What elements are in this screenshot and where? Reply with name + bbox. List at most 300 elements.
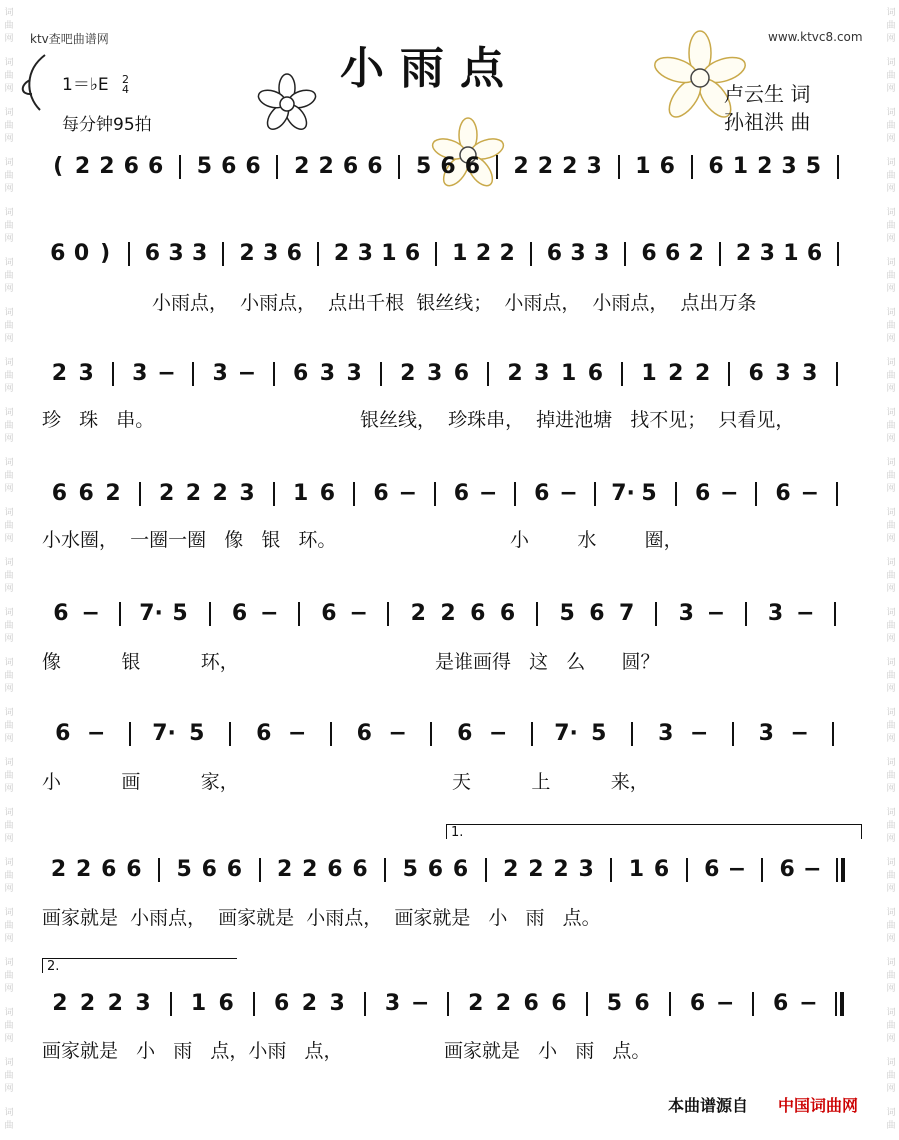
watermark-glyph: 网	[886, 534, 896, 544]
note: 3	[534, 361, 550, 386]
barline	[447, 992, 449, 1016]
note: 6	[453, 481, 470, 506]
barline	[398, 155, 400, 179]
watermark-glyph: 词	[4, 808, 14, 818]
watermark-glyph: 网	[886, 234, 896, 244]
barline	[330, 722, 332, 746]
note: 1	[783, 241, 799, 266]
note: 6	[123, 154, 139, 179]
watermark-glyph: 网	[4, 784, 14, 794]
watermark-glyph: 曲	[4, 971, 14, 981]
watermark-glyph: 曲	[886, 471, 896, 481]
note: 6	[457, 721, 473, 746]
barline	[487, 362, 489, 386]
note: 6	[273, 991, 290, 1016]
watermark-glyph: 曲	[4, 421, 14, 431]
watermark-glyph: 词	[886, 1058, 896, 1068]
source-name: 中国词曲网	[778, 1096, 859, 1115]
note: 6	[470, 601, 486, 626]
note: 3	[192, 241, 208, 266]
note: 5	[559, 601, 575, 626]
barline	[496, 155, 498, 179]
dash-extension: −	[478, 481, 498, 506]
barline	[139, 482, 141, 506]
barline	[610, 858, 612, 882]
note: 6	[404, 241, 421, 266]
note: 6	[292, 361, 309, 386]
barline	[129, 722, 131, 746]
barline	[387, 602, 389, 626]
dash-extension: −	[800, 481, 820, 506]
watermark-glyph: 曲	[886, 1021, 896, 1031]
note: 3	[168, 241, 184, 266]
watermark-glyph: 词	[886, 908, 896, 918]
note: 6	[659, 154, 675, 179]
barline	[719, 242, 721, 266]
watermark-glyph: 曲	[4, 221, 14, 231]
watermark-glyph: 词	[4, 758, 14, 768]
watermark-glyph: 词	[4, 1058, 14, 1068]
note: 3	[594, 241, 610, 266]
watermark-glyph: 曲	[4, 771, 14, 781]
barline	[732, 722, 734, 746]
watermark-glyph: 曲	[4, 471, 14, 481]
note: 6	[201, 857, 217, 882]
lyric-line: 像 银 环，	[42, 651, 239, 673]
watermark-glyph: 词	[4, 358, 14, 368]
barline	[669, 992, 671, 1016]
note: 3	[329, 991, 345, 1016]
note: 5	[402, 857, 418, 882]
watermark-glyph: 网	[4, 284, 14, 294]
barline	[179, 155, 181, 179]
dash-extension: −	[87, 721, 106, 746]
dash-extension: −	[260, 601, 279, 626]
watermark-glyph: 词	[886, 58, 896, 68]
dash-extension: −	[388, 721, 407, 746]
note: 5	[641, 481, 657, 506]
note: 3	[346, 361, 362, 386]
watermark-glyph: 曲	[886, 221, 896, 231]
barline	[298, 602, 300, 626]
end-barline	[836, 858, 838, 882]
note: 6	[218, 991, 234, 1016]
dash-extension: −	[398, 481, 418, 506]
note: 5	[415, 154, 432, 179]
lyric-line: 珍 珠 串。	[42, 409, 155, 431]
watermark-glyph: 词	[4, 58, 14, 68]
decorative-curl-icon	[20, 50, 60, 120]
watermark-glyph: 网	[4, 584, 14, 594]
watermark-glyph: 词	[4, 708, 14, 718]
note: 3	[658, 721, 674, 746]
note: 7·	[554, 721, 578, 746]
note: 2	[495, 991, 512, 1016]
key-signature	[62, 70, 129, 95]
note: 2	[76, 857, 92, 882]
note: 6	[453, 361, 470, 386]
lyric-line: 小 水 圈，	[510, 529, 683, 551]
watermark-glyph: 词	[886, 658, 896, 668]
watermark-glyph: 词	[886, 808, 896, 818]
dash-extension: −	[799, 991, 818, 1016]
note: 6	[704, 857, 720, 882]
site-label-left: ktv查吧曲谱网	[30, 32, 109, 46]
dash-extension: −	[489, 721, 508, 746]
watermark-glyph: 词	[886, 8, 896, 18]
barline	[836, 482, 838, 506]
note: 3	[767, 601, 784, 626]
barline	[686, 858, 688, 882]
watermark-glyph: 词	[886, 858, 896, 868]
watermark-glyph: 词	[886, 258, 896, 268]
watermark-glyph: 曲	[886, 271, 896, 281]
watermark-glyph: 曲	[886, 321, 896, 331]
dash-extension: −	[796, 601, 815, 626]
watermark-glyph: 曲	[4, 71, 14, 81]
watermark-glyph: 网	[4, 634, 14, 644]
watermark-glyph: 词	[886, 208, 896, 218]
barline	[832, 722, 834, 746]
watermark-glyph: 曲	[4, 171, 14, 181]
watermark-glyph: 曲	[4, 571, 14, 581]
watermark-glyph: 词	[886, 358, 896, 368]
note: 6	[51, 481, 68, 506]
watermark-glyph: 网	[4, 1084, 14, 1094]
note: 6	[321, 601, 337, 626]
watermark-glyph: 网	[4, 84, 14, 94]
lyric-line: 小 画 家，	[42, 771, 239, 793]
barline	[761, 858, 763, 882]
watermark-glyph: 词	[886, 708, 896, 718]
watermark-glyph: 网	[886, 884, 896, 894]
watermark-glyph: 词	[4, 908, 14, 918]
composer-credit: 孙祖洪 曲	[724, 110, 811, 134]
barline	[755, 482, 757, 506]
note: 6	[126, 857, 142, 882]
note: 2	[52, 991, 68, 1016]
note: 6	[694, 481, 711, 506]
watermark-glyph: 曲	[4, 121, 14, 131]
note: 2	[507, 361, 523, 386]
watermark-glyph: 曲	[4, 521, 14, 531]
note: 2	[185, 481, 202, 506]
watermark-glyph: 网	[886, 984, 896, 994]
barline	[691, 155, 693, 179]
time-signature-top: 2	[121, 73, 129, 86]
note: 1	[641, 361, 657, 386]
watermark-glyph: 曲	[886, 671, 896, 681]
note: 6	[452, 857, 469, 882]
note: 1	[190, 991, 207, 1016]
right-watermark-strip	[884, 0, 898, 1140]
watermark-glyph: 曲	[886, 121, 896, 131]
dash-extension: −	[288, 721, 307, 746]
note: 2	[158, 481, 175, 506]
note: 2	[499, 241, 515, 266]
watermark-glyph: 词	[4, 508, 14, 518]
note: 6	[352, 857, 368, 882]
barline	[259, 858, 261, 882]
note: 2	[528, 857, 544, 882]
watermark-glyph: 网	[4, 384, 14, 394]
watermark-glyph: 曲	[886, 821, 896, 831]
watermark-glyph: 词	[886, 108, 896, 118]
watermark-glyph: 网	[4, 834, 14, 844]
barline	[594, 482, 596, 506]
note: 6	[534, 481, 550, 506]
watermark-glyph: 网	[886, 434, 896, 444]
note: 2	[294, 154, 310, 179]
note: 6	[773, 991, 789, 1016]
note: 3	[578, 857, 594, 882]
lyricist-credit: 卢云生 词	[724, 82, 811, 106]
note: 6	[327, 857, 343, 882]
note: 5	[196, 154, 213, 179]
watermark-glyph: 词	[886, 1108, 896, 1118]
note: 5	[591, 721, 607, 746]
note: 6	[634, 991, 650, 1016]
note: 3	[135, 991, 151, 1016]
note: 6	[367, 154, 383, 179]
note: 2	[318, 154, 334, 179]
note: 3	[426, 361, 443, 386]
watermark-glyph: 网	[4, 1034, 14, 1044]
volta-bracket: 2.	[42, 958, 237, 973]
watermark-glyph: 曲	[4, 621, 14, 631]
watermark-glyph: 网	[4, 884, 14, 894]
barline	[364, 992, 366, 1016]
lyric-line: 画家就是 小雨点， 画家就是 小雨点， 画家就是 小 雨 点。	[42, 907, 601, 929]
barline	[836, 362, 838, 386]
watermark-glyph: 曲	[4, 271, 14, 281]
watermark-glyph: 词	[886, 458, 896, 468]
lyric-line: 画家就是 小 雨 点。	[444, 1040, 651, 1062]
note: 6	[806, 241, 823, 266]
dash-extension: −	[706, 601, 726, 626]
dash-extension: −	[727, 857, 747, 882]
barline	[229, 722, 231, 746]
note: 3	[678, 601, 694, 626]
note: 3	[775, 361, 791, 386]
barline	[655, 602, 657, 626]
note: 6	[464, 154, 481, 179]
watermark-glyph: 网	[886, 384, 896, 394]
barline	[624, 242, 626, 266]
note: 1	[628, 857, 645, 882]
watermark-glyph: 曲	[886, 21, 896, 31]
watermark-glyph: 曲	[886, 571, 896, 581]
note: 6	[551, 991, 567, 1016]
note: 6	[342, 154, 359, 179]
watermark-glyph: 词	[886, 308, 896, 318]
note: 3	[212, 361, 228, 386]
note: 6	[231, 601, 248, 626]
note: 3	[570, 241, 586, 266]
watermark-glyph: 曲	[886, 1071, 896, 1081]
watermark-glyph: 网	[886, 584, 896, 594]
watermark-glyph: 词	[4, 1108, 14, 1118]
lyric-line: 银丝线， 珍珠串， 掉进池塘 找不见； 只看见，	[360, 409, 795, 431]
watermark-glyph: 网	[4, 684, 14, 694]
watermark-glyph: 网	[4, 484, 14, 494]
watermark-glyph: 网	[886, 734, 896, 744]
note: 2	[277, 857, 293, 882]
barline	[837, 242, 839, 266]
note: 3	[384, 991, 401, 1016]
dash-extension: −	[349, 601, 368, 626]
barline	[618, 155, 620, 179]
watermark-glyph: 网	[4, 134, 14, 144]
dash-extension: −	[720, 481, 739, 506]
tempo-label: 每分钟95拍	[62, 115, 152, 135]
note: 6	[147, 154, 164, 179]
barline	[531, 722, 533, 746]
note: 6	[286, 241, 302, 266]
barline	[317, 242, 319, 266]
watermark-glyph: 曲	[886, 421, 896, 431]
note: 3	[262, 241, 279, 266]
note: 6	[499, 601, 516, 626]
note: 2	[50, 857, 67, 882]
barline	[745, 602, 747, 626]
note: 6	[589, 601, 605, 626]
note: 5	[172, 601, 188, 626]
watermark-glyph: 网	[4, 434, 14, 444]
note: 5	[176, 857, 192, 882]
barline	[834, 602, 836, 626]
watermark-glyph: 网	[886, 1084, 896, 1094]
note: 1	[292, 481, 309, 506]
note: 2	[400, 361, 416, 386]
watermark-glyph: 词	[4, 958, 14, 968]
watermark-glyph: 曲	[886, 621, 896, 631]
barline	[837, 155, 839, 179]
barline	[621, 362, 623, 386]
note: 3	[239, 481, 255, 506]
parenthesis: (	[53, 154, 64, 179]
watermark-glyph: 网	[4, 234, 14, 244]
note: 6	[319, 481, 336, 506]
note: 7·	[152, 721, 176, 746]
watermark-glyph: 词	[886, 508, 896, 518]
watermark-glyph: 曲	[886, 921, 896, 931]
end-barline-thick	[841, 858, 845, 882]
watermark-glyph: 词	[4, 558, 14, 568]
watermark-glyph: 曲	[886, 971, 896, 981]
barline	[353, 482, 355, 506]
note: 2	[99, 154, 115, 179]
dash-extension: −	[716, 991, 735, 1016]
barline	[530, 242, 532, 266]
volta-bracket: 1.	[446, 824, 862, 839]
note: 6	[256, 721, 272, 746]
note: 2	[107, 991, 123, 1016]
page-title: 小雨点	[340, 43, 520, 94]
note: 3	[802, 361, 818, 386]
watermark-glyph: 词	[886, 408, 896, 418]
watermark-glyph: 词	[886, 958, 896, 968]
dash-extension: −	[690, 721, 709, 746]
watermark-glyph: 网	[886, 184, 896, 194]
note: 2	[212, 481, 228, 506]
source-label: 本曲谱源自	[668, 1096, 749, 1115]
watermark-glyph: 网	[4, 334, 14, 344]
watermark-glyph: 网	[886, 84, 896, 94]
dash-extension: −	[790, 721, 809, 746]
parenthesis: )	[100, 241, 111, 266]
barline	[222, 242, 224, 266]
note: 2	[301, 991, 318, 1016]
watermark-glyph: 曲	[886, 771, 896, 781]
watermark-glyph: 网	[4, 184, 14, 194]
note: 2	[688, 241, 704, 266]
note: 2	[105, 481, 121, 506]
watermark-glyph: 网	[886, 834, 896, 844]
barline	[536, 602, 538, 626]
note: 2	[537, 154, 554, 179]
dash-extension: −	[411, 991, 430, 1016]
note: 3	[586, 154, 602, 179]
note: 1	[452, 241, 468, 266]
watermark-glyph: 词	[886, 758, 896, 768]
barline	[435, 242, 437, 266]
note: 2	[302, 857, 318, 882]
watermark-glyph: 曲	[4, 721, 14, 731]
watermark-glyph: 词	[4, 658, 14, 668]
note: 6	[779, 857, 795, 882]
note: 2	[410, 601, 426, 626]
lyric-line: 小雨点， 小雨点， 点出千根 银丝线； 小雨点， 小雨点， 点出万条	[152, 292, 757, 314]
note: 6	[653, 857, 670, 882]
watermark-glyph: 网	[886, 934, 896, 944]
note: 2	[74, 154, 91, 179]
left-watermark-strip	[2, 0, 16, 1140]
note: 6	[356, 721, 372, 746]
note: 6	[748, 361, 764, 386]
watermark-glyph: 词	[4, 408, 14, 418]
note: 2	[475, 241, 492, 266]
note: 3	[78, 361, 94, 386]
watermark-glyph: 词	[4, 158, 14, 168]
note: 6	[546, 241, 563, 266]
watermark-glyph: 词	[886, 608, 896, 618]
note: 6	[689, 991, 706, 1016]
note: 2	[440, 601, 456, 626]
end-barline-thick	[840, 992, 844, 1016]
watermark-glyph: 曲	[4, 1071, 14, 1081]
note: 6	[427, 857, 444, 882]
lyric-line: 小水圈， 一圈一圈 像 银 环。	[42, 529, 337, 551]
watermark-glyph: 曲	[4, 671, 14, 681]
note: 2	[79, 991, 96, 1016]
watermark-glyph: 网	[886, 34, 896, 44]
watermark-glyph: 曲	[4, 821, 14, 831]
note: 2	[668, 361, 684, 386]
watermark-glyph: 曲	[4, 871, 14, 881]
note: 6	[587, 361, 604, 386]
watermark-glyph: 网	[886, 334, 896, 344]
note: 6	[664, 241, 681, 266]
key-label: 1＝♭E	[62, 75, 109, 95]
note: 2	[51, 361, 68, 386]
note: 6	[523, 991, 539, 1016]
time-signature	[122, 75, 129, 95]
note: 3	[132, 361, 148, 386]
watermark-glyph: 词	[886, 1008, 896, 1018]
barline	[485, 858, 487, 882]
barline	[253, 992, 255, 1016]
